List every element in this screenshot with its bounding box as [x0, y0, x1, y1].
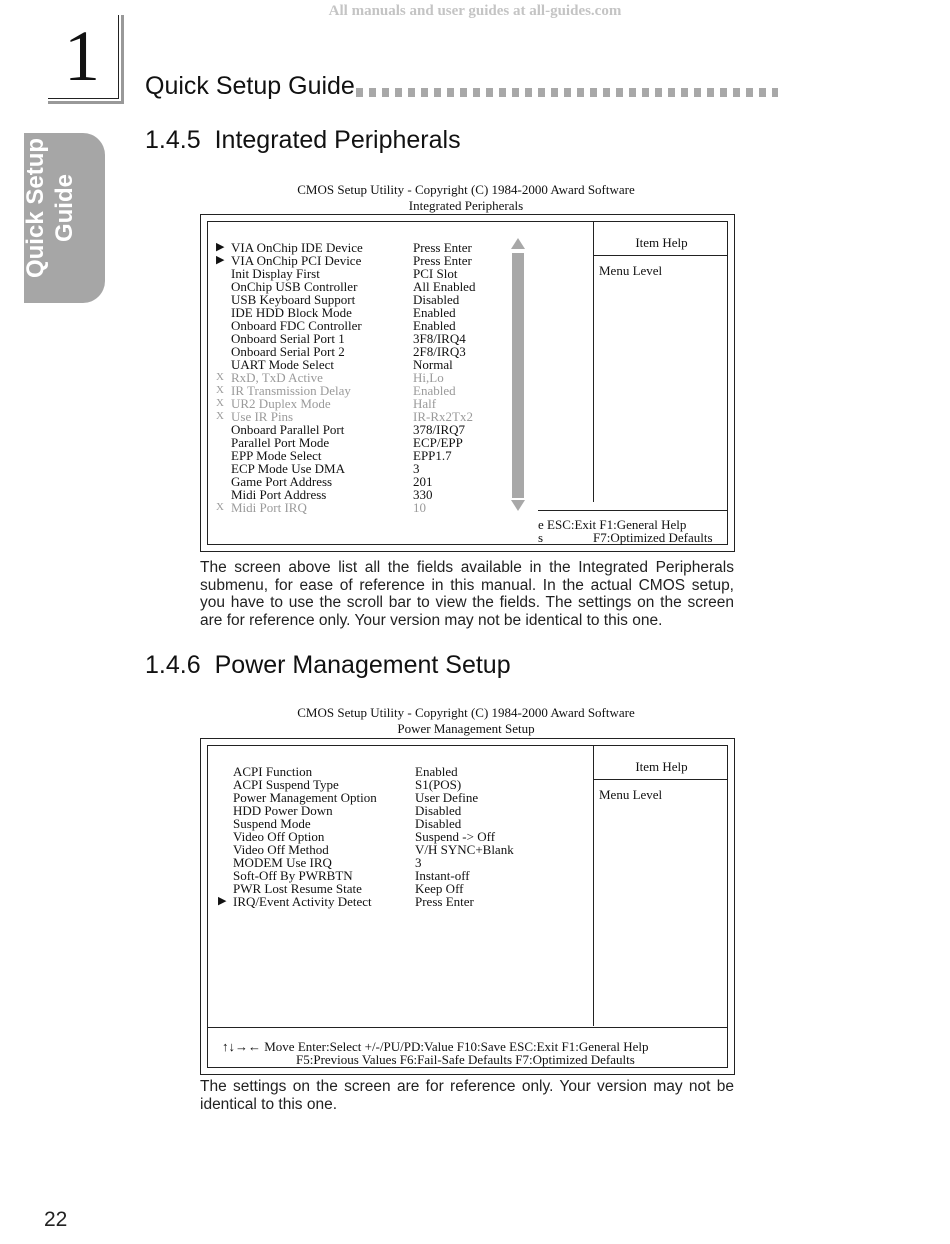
setting-value[interactable]: Disabled [413, 292, 460, 307]
page-header-title: Quick Setup Guide [145, 72, 355, 100]
setting-label: UART Mode Select [231, 357, 334, 372]
setting-label: Init Display First [231, 266, 320, 281]
setting-label: USB Keyboard Support [231, 292, 356, 307]
setting-value[interactable]: 3 [413, 461, 420, 476]
setting-label: ACPI Function [233, 764, 313, 779]
setting-label: IR Transmission Delay [231, 383, 351, 398]
submenu-arrow-icon: ▶ [216, 241, 225, 253]
setting-value[interactable]: 330 [413, 487, 433, 502]
setting-label: RxD, TxD Active [231, 370, 323, 385]
setting-label: PWR Lost Resume State [233, 881, 362, 896]
bios-screen-integrated-peripherals [200, 214, 735, 552]
setting-label: Suspend Mode [233, 816, 311, 831]
setting-label: OnChip USB Controller [231, 279, 358, 294]
section-title-power-management: 1.4.6 Power Management Setup [145, 651, 511, 679]
setting-value: IR-Rx2Tx2 [413, 409, 473, 424]
setting-label: ACPI Suspend Type [233, 777, 339, 792]
setting-value[interactable]: Suspend -> Off [415, 829, 496, 844]
setting-row [216, 501, 516, 514]
key-legend-line-1: ↑↓→← Move Enter:Select +/-/PU/PD:Value F10:Save ESC:Exit F1:General Help [222, 1039, 649, 1054]
setting-value[interactable]: Press Enter [413, 253, 472, 268]
setting-label: EPP Mode Select [231, 448, 322, 463]
setting-label: UR2 Duplex Mode [231, 396, 331, 411]
help-text: Menu Level [599, 263, 663, 278]
setting-label: ECP Mode Use DMA [231, 461, 345, 476]
setting-label: IRQ/Event Activity Detect [233, 894, 372, 909]
setting-label: Onboard Parallel Port [231, 422, 345, 437]
setting-label: Use IR Pins [231, 409, 294, 424]
setting-label: Video Off Method [233, 842, 329, 857]
paragraph-integrated: The screen above list all the fields available in the Integrated Peripherals submenu, for ease of reference in this manual. In the actual CMOS setup, you have to use the scroll bar to view the fields. The settings on the screen are for reference only. Your version may not be identical to this one. [200, 559, 734, 629]
paragraph-power: The settings on the screen are for reference only. Your version may not be identical to this one. [200, 1078, 734, 1113]
submenu-arrow-icon: ▶ [218, 895, 227, 907]
setting-label: Onboard Serial Port 2 [231, 344, 345, 359]
key-legend-line-2-left: s [538, 530, 544, 545]
setting-value[interactable]: 3F8/IRQ4 [413, 331, 466, 346]
setting-label: MODEM Use IRQ [233, 855, 332, 870]
setting-value: Half [413, 396, 437, 411]
side-tab-label: Quick Setup Guide [22, 137, 78, 279]
page-number: 22 [44, 1208, 68, 1231]
setting-label: VIA OnChip PCI Device [231, 253, 362, 268]
disabled-marker: X [216, 371, 224, 383]
setting-label: IDE HDD Block Mode [231, 305, 352, 320]
setting-value[interactable]: 2F8/IRQ3 [413, 344, 466, 359]
scroll-up-arrow[interactable] [511, 238, 525, 249]
bios-header-power: CMOS Setup Utility - Copyright (C) 1984-2000 Award Software Power Management Setup [297, 705, 635, 736]
key-legend-line-1: e ESC:Exit F1:General Help [538, 517, 687, 532]
setting-value[interactable]: Press Enter [413, 240, 472, 255]
setting-value[interactable]: 201 [413, 474, 433, 489]
setting-value: Hi,Lo [413, 370, 444, 385]
setting-label: Midi Port Address [231, 487, 327, 502]
disabled-marker: X [216, 410, 224, 422]
setting-value[interactable]: Enabled [413, 305, 456, 320]
submenu-arrow-icon: ▶ [216, 254, 225, 266]
setting-label: Onboard Serial Port 1 [231, 331, 345, 346]
setting-value[interactable]: 378/IRQ7 [413, 422, 465, 437]
setting-value[interactable]: Disabled [415, 803, 462, 818]
item-help-title: Item Help [635, 235, 688, 250]
help-text: Menu Level [599, 787, 663, 802]
disabled-marker: X [216, 384, 224, 396]
setting-value[interactable]: User Define [415, 790, 479, 805]
header-dots [356, 88, 778, 97]
scrollbar[interactable] [512, 253, 524, 498]
setting-value: 10 [413, 500, 426, 515]
setting-value[interactable]: All Enabled [413, 279, 476, 294]
setting-label: VIA OnChip IDE Device [231, 240, 363, 255]
setting-row[interactable] [218, 895, 518, 908]
setting-label: Soft-Off By PWRBTN [233, 868, 353, 883]
setting-label: Game Port Address [231, 474, 333, 489]
setting-value[interactable]: Normal [413, 357, 453, 372]
chapter-number: 1 [64, 16, 100, 96]
setting-value[interactable]: EPP1.7 [413, 448, 452, 463]
setting-label: Midi Port IRQ [231, 500, 307, 515]
setting-label: Video Off Option [233, 829, 325, 844]
bios-screen-power-management [200, 738, 735, 1075]
watermark: All manuals and user guides at all-guides.com [328, 3, 622, 19]
setting-label: HDD Power Down [233, 803, 333, 818]
setting-value[interactable]: PCI Slot [413, 266, 458, 281]
setting-value[interactable]: Keep Off [415, 881, 464, 896]
item-help-title: Item Help [635, 759, 688, 774]
disabled-marker: X [216, 501, 224, 513]
setting-value[interactable]: S1(POS) [415, 777, 462, 792]
setting-value[interactable]: Instant-off [415, 868, 470, 883]
setting-label: Parallel Port Mode [231, 435, 330, 450]
scroll-down-arrow[interactable] [511, 500, 525, 511]
setting-value: Enabled [413, 383, 456, 398]
disabled-marker: X [216, 397, 224, 409]
setting-value[interactable]: 3 [415, 855, 422, 870]
setting-value[interactable]: ECP/EPP [413, 435, 463, 450]
key-legend-line-2: F5:Previous Values F6:Fail-Safe Defaults F7:Optimized Defaults [296, 1052, 635, 1067]
setting-value[interactable]: Press Enter [415, 894, 474, 909]
bios-header-integrated: CMOS Setup Utility - Copyright (C) 1984-2000 Award Software Integrated Peripherals [297, 182, 635, 213]
setting-value[interactable]: Enabled [415, 764, 458, 779]
setting-value[interactable]: Enabled [413, 318, 456, 333]
setting-value[interactable]: Disabled [415, 816, 462, 831]
setting-value[interactable]: V/H SYNC+Blank [415, 842, 514, 857]
setting-label: Power Management Option [233, 790, 377, 805]
setting-label: Onboard FDC Controller [231, 318, 362, 333]
section-title-integrated-peripherals: 1.4.5 Integrated Peripherals [145, 126, 461, 154]
key-legend-line-2-right: F7:Optimized Defaults [593, 530, 713, 545]
